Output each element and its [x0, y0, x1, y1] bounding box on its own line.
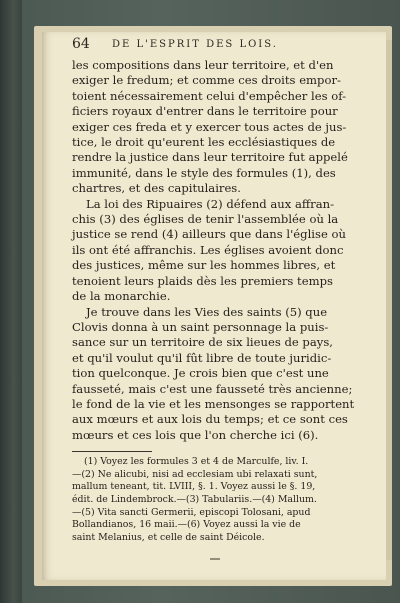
body-line: de la monarchie.: [72, 289, 171, 304]
body-line: chis (3) des églises de tenir l'assemblée où la: [72, 212, 339, 227]
footnote-line: édit. de Lindembrock.—(3) Tabulariis.—(4) Mallum.: [72, 493, 317, 505]
page-content: [72, 36, 358, 560]
body-line: toient nécessairement celui d'empêcher les of-: [72, 88, 346, 103]
body-line: mœurs et ces lois que l'on cherche ici (6).: [72, 427, 319, 442]
body-line: tion quelconque. Je crois bien que c'est une: [72, 366, 329, 381]
body-line: et qu'il voulut qu'il fût libre de toute juridic-: [72, 350, 332, 365]
body-line: justice se rend (4) ailleurs que dans l'église où: [72, 227, 346, 242]
body-line: exiger le fredum; et comme ces droits empor-: [72, 73, 341, 88]
footnote-line: saint Melanius, et celle de saint Déicole.: [72, 531, 265, 543]
book-spine: [0, 0, 22, 603]
body-line: sance sur un territoire de six lieues de pays,: [72, 335, 333, 350]
body-line: La loi des Ripuaires (2) défend aux affran-: [86, 196, 334, 211]
page-number: 64: [72, 36, 90, 52]
body-line: chartres, et des capitulaires.: [72, 181, 241, 196]
footnote-divider: [72, 451, 152, 452]
body-line: le fond de la vie et les mensonges se rapportent: [72, 396, 355, 411]
body-line: fausseté, mais c'est une fausseté très ancienne;: [72, 381, 353, 396]
footnotes: [72, 456, 358, 544]
end-ornament: [210, 558, 220, 560]
body-line: tenoient leurs plaids dès les premiers temps: [72, 273, 333, 288]
body-line: tice, le droit qu'eurent les ecclésiastiques de: [72, 135, 336, 150]
page-edges: [386, 40, 392, 560]
body-line: immunité, dans le style des formules (1), des: [72, 165, 336, 180]
running-head: [72, 36, 358, 54]
body-line: aux mœurs et aux lois du temps; et ce sont ces: [72, 412, 348, 427]
footnote-line: —(5) Vita sancti Germerii, episcopi Tolosani, apud: [72, 506, 311, 518]
body-line: ils ont été affranchis. Les églises avoient donc: [72, 242, 344, 257]
running-title: DE L'ESPRIT DES LOIS.: [112, 39, 278, 50]
body-line: Je trouve dans les Vies des saints (5) que: [86, 304, 328, 319]
body-line: des justices, même sur les hommes libres, et: [72, 258, 336, 273]
footnote-line: (1) Voyez les formules 3 et 4 de Marculfe, liv. I.: [84, 456, 309, 468]
body-line: les compositions dans leur territoire, et d'en: [72, 58, 334, 72]
body-line: exiger ces freda et y exercer tous actes de jus-: [72, 119, 347, 134]
footnote-line: mallum teneant, tit. LVIII, §. 1. Voyez aussi le §. 19,: [72, 481, 316, 493]
footnote-line: Bollandianos, 16 maii.—(6) Voyez aussi la vie de: [72, 519, 301, 531]
body-line: Clovis donna à un saint personnage la puis-: [72, 319, 329, 334]
body-text: [72, 58, 358, 443]
footnote-line: —(2) Ne alicubi, nisi ad ecclesiam ubi relaxati sunt,: [72, 468, 318, 480]
body-line: rendre la justice dans leur territoire fut appelé: [72, 150, 348, 165]
body-line: ficiers royaux d'entrer dans le territoire pour: [72, 104, 338, 119]
